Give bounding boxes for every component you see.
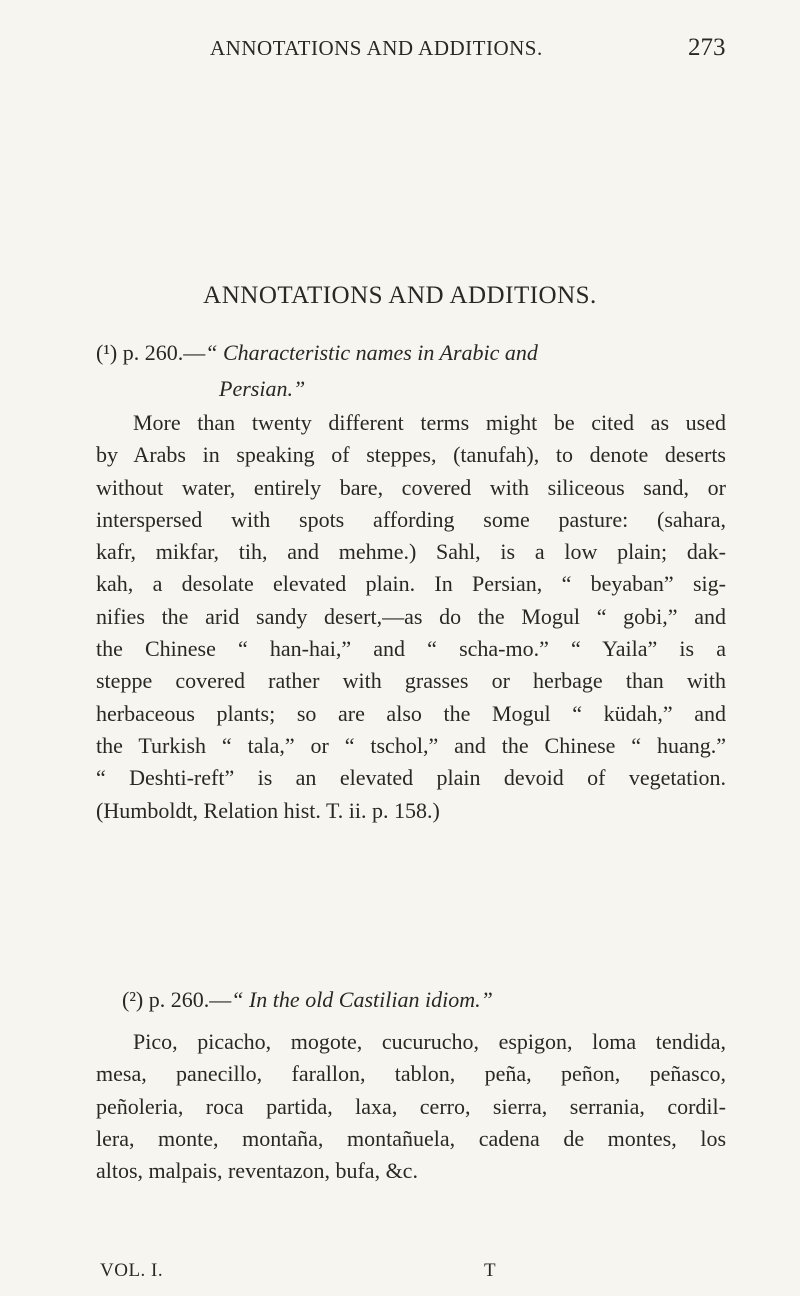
note-1-line: nifies the arid sandy desert,—as do the Mogul “ gobi,” and (96, 603, 726, 629)
note-1-title-line2: Persian.” (219, 376, 306, 401)
note-1-line: herbaceous plants; so are also the Mogul “ küdah,” and (96, 700, 726, 726)
note-2-line: peñoleria, roca partida, laxa, cerro, sierra, serrania, cordil- (96, 1093, 726, 1119)
note-1-line: interspersed with spots affording some pasture: (sahara, (96, 506, 726, 532)
note-1-marker: (¹) p. 260.— (96, 340, 206, 365)
note-1-heading (96, 335, 726, 371)
note-1-line: the Turkish “ tala,” or “ tschol,” and the Chinese “ huang.” (96, 732, 726, 758)
note-2-line: lera, monte, montaña, montañuela, cadena de montes, los (96, 1125, 726, 1151)
note-1-line: without water, entirely bare, covered with siliceous sand, or (96, 474, 726, 500)
note-1-line: steppe covered rather with grasses or herbage than with (96, 668, 726, 694)
section-title: ANNOTATIONS AND ADDITIONS. (203, 282, 597, 309)
page-number: 273 (688, 34, 726, 61)
signature-mark: T (484, 1260, 496, 1281)
note-2-heading (96, 982, 726, 1018)
volume-label: VOL. I. (100, 1260, 164, 1281)
note-1-line: “ Deshti-reft” is an elevated plain devoid of vegetation. (96, 765, 726, 791)
note-1-title-continuation (96, 371, 726, 407)
note-1-line: More than twenty different terms might be cited as used (133, 410, 726, 435)
note-2-title: “ In the old Castilian idiom.” (231, 987, 493, 1012)
note-2-marker: (²) p. 260.— (122, 987, 232, 1012)
note-1-line: kah, a desolate elevated plain. In Persian, “ beyaban” sig- (96, 571, 726, 597)
note-1-title-line1: “ Characteristic names in Arabic and (205, 340, 538, 365)
running-head: ANNOTATIONS AND ADDITIONS. (210, 36, 543, 60)
note-2-line: altos, malpais, reventazon, bufa, &c. (96, 1158, 418, 1184)
note-1-line: (Humboldt, Relation hist. T. ii. p. 158.) (96, 797, 440, 823)
note-1-line: by Arabs in speaking of steppes, (tanufah), to denote deserts (96, 442, 726, 468)
note-2-line: mesa, panecillo, farallon, tablon, peña, peñon, peñasco, (96, 1061, 726, 1087)
note-1-line: the Chinese “ han-hai,” and “ scha-mo.” “ Yaila” is a (96, 636, 726, 662)
note-1 (96, 335, 726, 827)
note-2 (96, 982, 726, 1187)
note-2-line: Pico, picacho, mogote, cucurucho, espigon, loma tendida, (133, 1029, 726, 1054)
note-1-line: kafr, mikfar, tih, and mehme.) Sahl, is a low plain; dak- (96, 539, 726, 565)
